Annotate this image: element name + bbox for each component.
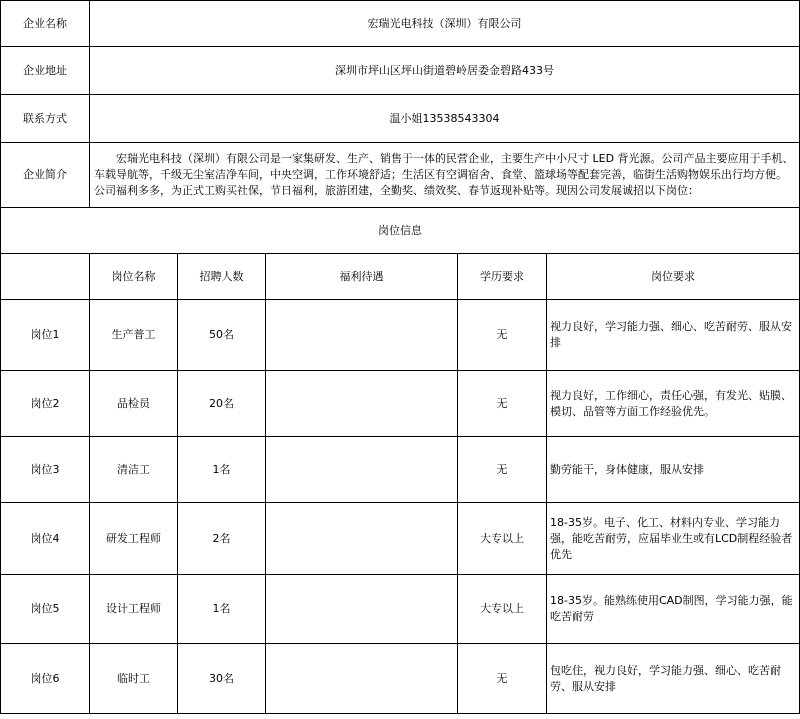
benefits <box>266 300 458 371</box>
company-intro-text: 宏瑞光电科技（深圳）有限公司是一家集研发、生产、销售于一体的民营企业，主要生产中小尺寸 LED 背光源。公司产品主要应用于手机、车载导航等，千级无尘室洁净车间，中央空调，工作环境舒适；生活区有空调宿舍、食堂、篮球场等配套完善，临街生活购物娱乐出行均方便。公司福利多多，为正式工购买社保，节日福利，旅游团建，全勤奖、绩效奖、春节返现补贴等。现因公司发展诚招以下岗位： <box>90 143 800 208</box>
table-row <box>1 575 800 644</box>
job-title: 临时工 <box>90 644 178 714</box>
position-id: 岗位5 <box>1 575 90 644</box>
company-name-label: 企业名称 <box>1 1 90 47</box>
position-id: 岗位3 <box>1 437 90 503</box>
header-position-id <box>1 254 90 300</box>
company-name-value: 宏瑞光电科技（深圳）有限公司 <box>90 1 800 47</box>
benefits <box>266 575 458 644</box>
table-row <box>1 437 800 503</box>
table-row <box>1 300 800 371</box>
position-id: 岗位6 <box>1 644 90 714</box>
requirements: 18-35岁。电子、化工、材料内专业、学习能力强，能吃苦耐劳，应届毕业生或有LCD制程经验者优先 <box>547 503 800 575</box>
education: 大专以上 <box>458 503 547 575</box>
company-address-label: 企业地址 <box>1 47 90 95</box>
requirements: 视力良好，工作细心，责任心强，有发光、贴膜、模切、品管等方面工作经验优先。 <box>547 371 800 437</box>
table-row <box>1 371 800 437</box>
table-row <box>1 644 800 714</box>
table-row <box>1 503 800 575</box>
job-title: 品检员 <box>90 371 178 437</box>
requirements: 视力良好，学习能力强、细心、吃苦耐劳、服从安排 <box>547 300 800 371</box>
header-job-title: 岗位名称 <box>90 254 178 300</box>
benefits <box>266 437 458 503</box>
header-requirements: 岗位要求 <box>547 254 800 300</box>
jobs-header-row <box>1 254 800 300</box>
header-education: 学历要求 <box>458 254 547 300</box>
job-title: 研发工程师 <box>90 503 178 575</box>
education: 无 <box>458 437 547 503</box>
benefits <box>266 371 458 437</box>
headcount: 50名 <box>178 300 266 371</box>
company-intro-row <box>1 143 800 208</box>
company-intro-label: 企业简介 <box>1 143 90 208</box>
company-name-row <box>1 1 800 47</box>
education: 无 <box>458 644 547 714</box>
company-contact-row <box>1 95 800 143</box>
education: 无 <box>458 371 547 437</box>
requirements: 18-35岁。能熟练使用CAD制图，学习能力强，能吃苦耐劳 <box>547 575 800 644</box>
jobs-section-row <box>1 208 800 254</box>
job-title: 生产普工 <box>90 300 178 371</box>
position-id: 岗位1 <box>1 300 90 371</box>
company-contact-label: 联系方式 <box>1 95 90 143</box>
company-contact-value: 温小姐13538543304 <box>90 95 800 143</box>
job-title: 设计工程师 <box>90 575 178 644</box>
position-id: 岗位2 <box>1 371 90 437</box>
jobs-section-title: 岗位信息 <box>1 208 800 254</box>
position-id: 岗位4 <box>1 503 90 575</box>
requirements: 包吃住，视力良好，学习能力强、细心、吃苦耐劳、服从安排 <box>547 644 800 714</box>
job-title: 清洁工 <box>90 437 178 503</box>
education: 大专以上 <box>458 575 547 644</box>
benefits <box>266 503 458 575</box>
headcount: 20名 <box>178 371 266 437</box>
requirements: 勤劳能干，身体健康，服从安排 <box>547 437 800 503</box>
header-headcount: 招聘人数 <box>178 254 266 300</box>
company-address-value: 深圳市坪山区坪山街道碧岭居委金碧路433号 <box>90 47 800 95</box>
education: 无 <box>458 300 547 371</box>
headcount: 2名 <box>178 503 266 575</box>
headcount: 1名 <box>178 575 266 644</box>
headcount: 1名 <box>178 437 266 503</box>
headcount: 30名 <box>178 644 266 714</box>
benefits <box>266 644 458 714</box>
company-address-row <box>1 47 800 95</box>
header-benefits: 福利待遇 <box>266 254 458 300</box>
